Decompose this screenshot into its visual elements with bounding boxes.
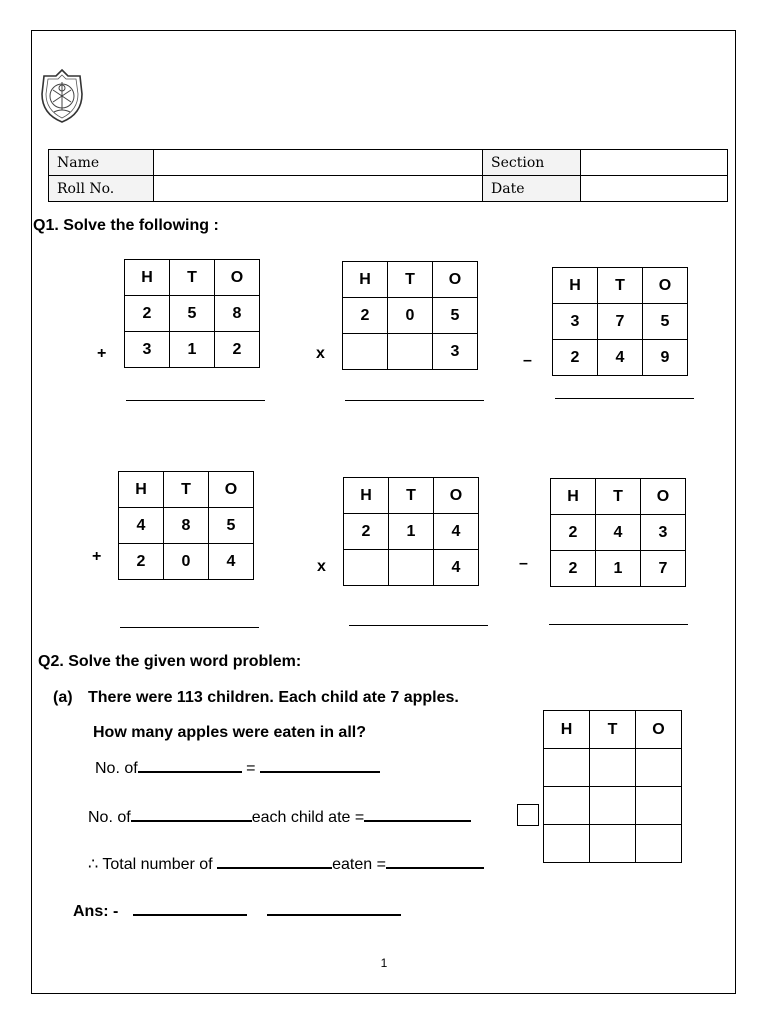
answer-line[interactable] xyxy=(349,625,488,626)
line3-prefix: Total number of xyxy=(102,856,213,873)
blank-field[interactable] xyxy=(267,900,401,916)
digit-cell: 3 xyxy=(125,332,170,368)
operator-sign: – xyxy=(523,352,532,369)
digit-cell: 2 xyxy=(343,298,388,334)
blank-field[interactable] xyxy=(217,853,332,869)
roll-no-label: Roll No. xyxy=(49,176,154,202)
hto-subtraction-table xyxy=(550,478,686,587)
answer-line[interactable] xyxy=(549,624,688,625)
t-header: T xyxy=(170,260,215,296)
digit-cell: 1 xyxy=(170,332,215,368)
answer-line[interactable] xyxy=(126,400,265,401)
q2-question: How many apples were eaten in all? xyxy=(93,724,366,741)
hto-addition-table xyxy=(124,259,260,368)
hto-subtraction-table xyxy=(552,267,688,376)
digit-cell: 5 xyxy=(643,304,688,340)
digit-cell: 8 xyxy=(215,296,260,332)
o-header: O xyxy=(215,260,260,296)
grid-cell[interactable] xyxy=(636,787,682,825)
section-field[interactable] xyxy=(581,150,728,176)
digit-cell: 7 xyxy=(641,551,686,587)
answer-line[interactable] xyxy=(345,400,484,401)
digit-cell: 8 xyxy=(164,508,209,544)
digit-cell: 2 xyxy=(344,514,389,550)
o-header: O xyxy=(209,472,254,508)
digit-cell: 3 xyxy=(641,515,686,551)
t-header: T xyxy=(388,262,433,298)
answer-line[interactable] xyxy=(120,627,259,628)
page-number: 1 xyxy=(380,956,388,970)
h-header: H xyxy=(553,268,598,304)
grid-cell[interactable] xyxy=(590,825,636,863)
o-header: O xyxy=(643,268,688,304)
digit-cell: 4 xyxy=(209,544,254,580)
operator-sign: – xyxy=(519,555,528,572)
h-header: H xyxy=(343,262,388,298)
digit-cell xyxy=(344,550,389,586)
h-header: H xyxy=(344,478,389,514)
operator-sign: + xyxy=(97,345,107,362)
word-problem-line-1 xyxy=(95,757,380,778)
blank-field[interactable] xyxy=(133,900,247,916)
h-header: H xyxy=(119,472,164,508)
digit-cell: 3 xyxy=(433,334,478,370)
blank-field[interactable] xyxy=(260,757,380,773)
digit-cell: 9 xyxy=(643,340,688,376)
digit-cell: 7 xyxy=(598,304,643,340)
q2-part-label: (a) xyxy=(53,689,73,706)
o-header: O xyxy=(636,711,682,749)
word-problem-line-2 xyxy=(88,806,471,827)
school-crest-icon xyxy=(38,68,86,124)
digit-cell xyxy=(343,334,388,370)
digit-cell: 2 xyxy=(551,515,596,551)
o-header: O xyxy=(433,262,478,298)
hto-addition-table xyxy=(118,471,254,580)
hto-working-grid xyxy=(543,710,682,863)
grid-cell[interactable] xyxy=(590,787,636,825)
digit-cell: 4 xyxy=(434,550,479,586)
q2-heading: Q2. Solve the given word problem: xyxy=(38,653,302,670)
line2-mid: each child ate = xyxy=(251,809,365,826)
blank-field[interactable] xyxy=(386,853,484,869)
hto-multiplication-table xyxy=(343,477,479,586)
digit-cell: 2 xyxy=(553,340,598,376)
word-problem-line-3 xyxy=(88,853,484,874)
grid-cell[interactable] xyxy=(636,825,682,863)
student-info-table xyxy=(48,149,728,202)
digit-cell: 0 xyxy=(164,544,209,580)
digit-cell: 1 xyxy=(389,514,434,550)
answer-line[interactable] xyxy=(555,398,694,399)
roll-no-field[interactable] xyxy=(154,176,483,202)
therefore-symbol: ∴ xyxy=(88,856,99,873)
o-header: O xyxy=(434,478,479,514)
date-field[interactable] xyxy=(581,176,728,202)
t-header: T xyxy=(389,478,434,514)
digit-cell: 0 xyxy=(388,298,433,334)
blank-field[interactable] xyxy=(131,806,252,822)
grid-cell[interactable] xyxy=(590,749,636,787)
grid-cell[interactable] xyxy=(636,749,682,787)
date-label: Date xyxy=(483,176,581,202)
section-label: Section xyxy=(483,150,581,176)
grid-cell[interactable] xyxy=(544,787,590,825)
line1-equals: = xyxy=(246,760,256,777)
blank-field[interactable] xyxy=(138,757,242,773)
digit-cell: 1 xyxy=(596,551,641,587)
digit-cell: 2 xyxy=(119,544,164,580)
line3-mid: eaten = xyxy=(332,856,386,873)
answer-box[interactable] xyxy=(517,804,539,826)
digit-cell: 5 xyxy=(433,298,478,334)
h-header: H xyxy=(544,711,590,749)
t-header: T xyxy=(164,472,209,508)
digit-cell xyxy=(388,334,433,370)
digit-cell: 4 xyxy=(598,340,643,376)
hto-multiplication-table xyxy=(342,261,478,370)
digit-cell: 4 xyxy=(119,508,164,544)
digit-cell: 2 xyxy=(125,296,170,332)
digit-cell: 3 xyxy=(553,304,598,340)
digit-cell: 2 xyxy=(215,332,260,368)
h-header: H xyxy=(125,260,170,296)
t-header: T xyxy=(590,711,636,749)
digit-cell: 4 xyxy=(434,514,479,550)
digit-cell: 4 xyxy=(596,515,641,551)
grid-cell[interactable] xyxy=(544,749,590,787)
line1-prefix: No. of xyxy=(95,760,138,777)
digit-cell: 5 xyxy=(209,508,254,544)
grid-cell[interactable] xyxy=(544,825,590,863)
name-field[interactable] xyxy=(154,150,483,176)
t-header: T xyxy=(596,479,641,515)
blank-field[interactable] xyxy=(364,806,471,822)
digit-cell: 2 xyxy=(551,551,596,587)
operator-sign: + xyxy=(92,548,102,565)
t-header: T xyxy=(598,268,643,304)
line2-prefix: No. of xyxy=(88,809,131,826)
operator-sign: x xyxy=(316,345,325,362)
operator-sign: x xyxy=(317,558,326,575)
name-label: Name xyxy=(49,150,154,176)
digit-cell xyxy=(389,550,434,586)
answer-row xyxy=(73,900,401,921)
digit-cell: 5 xyxy=(170,296,215,332)
h-header: H xyxy=(551,479,596,515)
o-header: O xyxy=(641,479,686,515)
ans-label: Ans: - xyxy=(73,903,119,920)
q1-heading: Q1. Solve the following : xyxy=(33,217,219,234)
q2-problem-text: There were 113 children. Each child ate 7 apples. xyxy=(88,689,459,706)
